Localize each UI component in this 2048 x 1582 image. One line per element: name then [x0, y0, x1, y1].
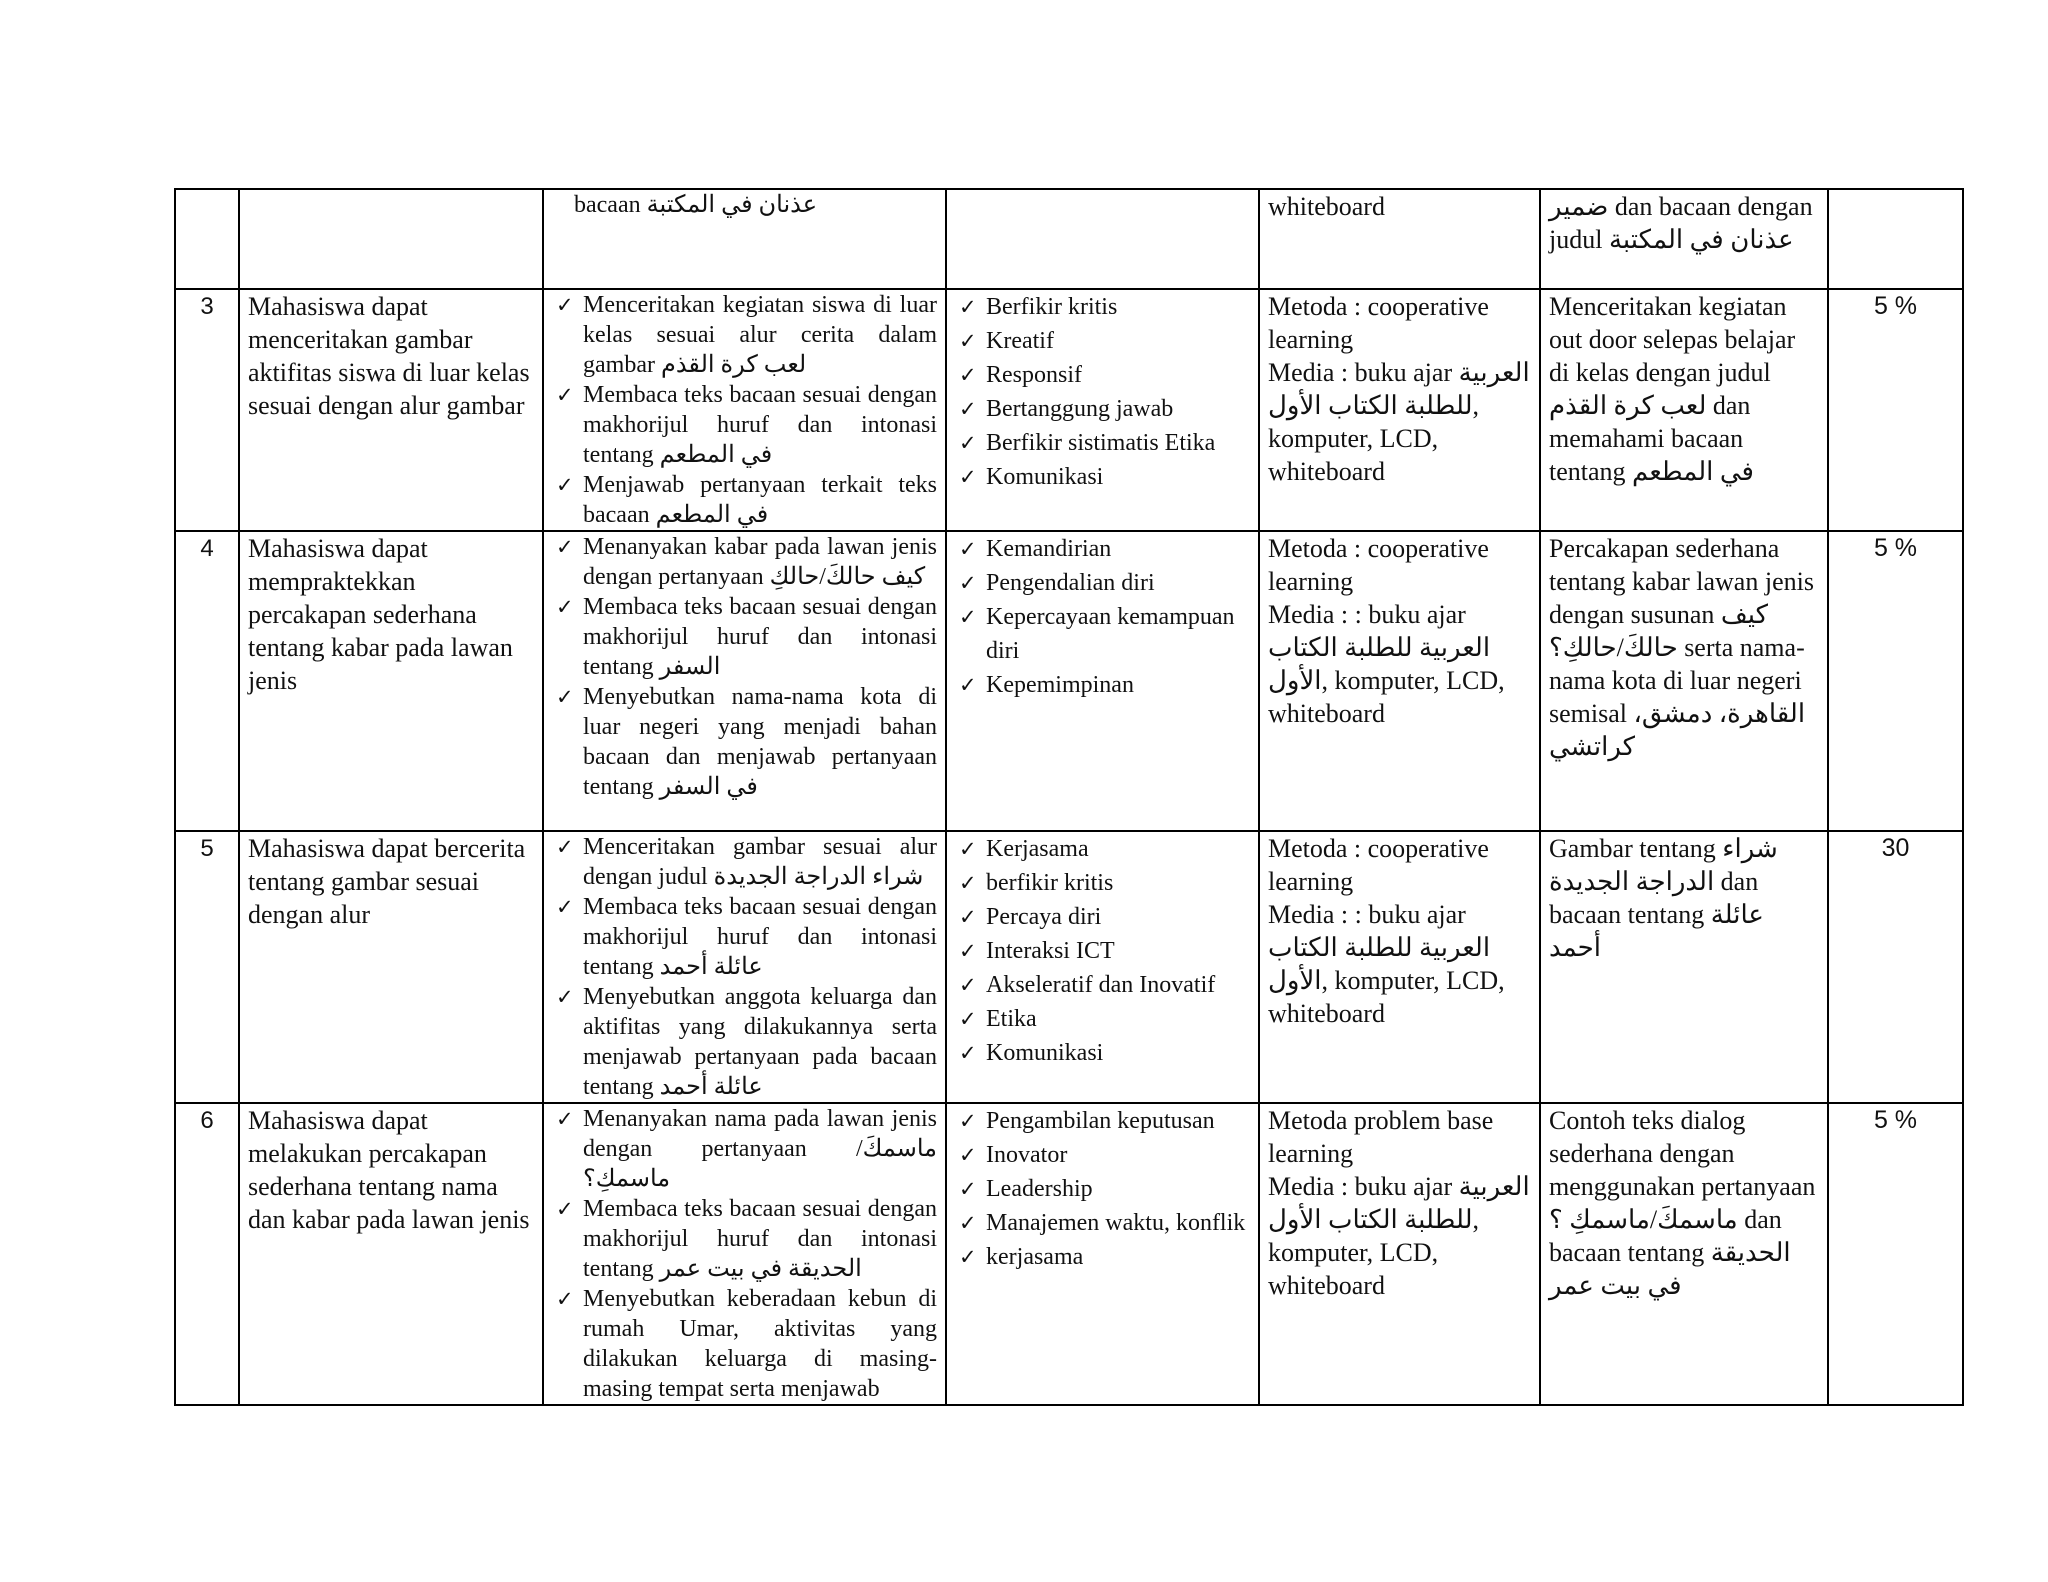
- check-mark-icon: ✓: [959, 1109, 977, 1133]
- material-cell: [1540, 189, 1828, 289]
- indicator-item: [552, 532, 937, 592]
- attitude-item: [955, 1002, 1250, 1036]
- attitude-list: [955, 290, 1250, 494]
- indicator-text: Membaca teks bacaan sesuai dengan makhorijul huruf dan intonasi tentang عائلة أحمد: [583, 894, 937, 980]
- attitude-item: [955, 832, 1250, 866]
- indicator-item: [552, 592, 937, 682]
- check-mark-icon: ✓: [556, 895, 574, 919]
- indicator-item: [552, 682, 937, 802]
- attitude-text: Berfikir kritis: [986, 294, 1118, 320]
- indicator-list: [552, 832, 937, 1102]
- attitude-item: [955, 1104, 1250, 1138]
- row-number-cell: [175, 1103, 239, 1405]
- indicator-item: [552, 1284, 937, 1404]
- weight-cell: [1828, 531, 1963, 831]
- method-media-cell: [1259, 289, 1540, 531]
- attitude-list: [955, 832, 1250, 1070]
- row-number: 3: [200, 293, 214, 320]
- learning-outcome-text: Mahasiswa dapat menceritakan gambar aktifitas siswa di luar kelas sesuai dengan alur gambar: [248, 292, 537, 420]
- check-mark-icon: ✓: [959, 939, 977, 963]
- table-row: [175, 1103, 1963, 1405]
- check-mark-icon: ✓: [959, 363, 977, 387]
- row-number-cell: [175, 531, 239, 831]
- check-mark-icon: ✓: [556, 685, 574, 709]
- weight-value: 30: [1881, 834, 1910, 862]
- check-mark-icon: ✓: [556, 1107, 574, 1131]
- method-media-text: Metoda problem base learning Media : buku ajar العربية للطلبة الكتاب الأول, komputer, LCD, whiteboard: [1268, 1106, 1530, 1300]
- attitude-text: Berfikir sistimatis Etika: [986, 430, 1216, 456]
- attitude-list: [955, 532, 1250, 702]
- attitude-item: [955, 968, 1250, 1002]
- check-mark-icon: ✓: [959, 1041, 977, 1065]
- attitude-item: [955, 566, 1250, 600]
- weight-cell: [1828, 831, 1963, 1103]
- check-mark-icon: ✓: [556, 985, 574, 1009]
- weight-value: 5 %: [1873, 292, 1918, 320]
- attitude-text: Akseleratif dan Inovatif: [986, 972, 1216, 998]
- attitude-text: Komunikasi: [986, 1040, 1104, 1066]
- indicator-text: Menyebutkan anggota keluarga dan aktifitas yang dilakukannya serta menjawab pertanyaan pada bacaan tentang عائلة أحمد: [583, 984, 937, 1100]
- attitude-item: [955, 600, 1250, 668]
- learning-outcome-text: Mahasiswa dapat melakukan percakapan sederhana tentang nama dan kabar pada lawan jenis: [248, 1106, 530, 1234]
- attitudes-cell: [946, 189, 1259, 289]
- attitude-item: [955, 426, 1250, 460]
- check-mark-icon: ✓: [556, 473, 574, 497]
- check-mark-icon: ✓: [959, 605, 977, 629]
- attitude-text: Etika: [986, 1006, 1037, 1032]
- indicator-text: Menanyakan nama pada lawan jenis dengan pertanyaan ماسمكَ/ماسمكِ؟: [583, 1106, 937, 1192]
- indicator-item: [552, 190, 937, 220]
- attitude-item: [955, 290, 1250, 324]
- attitude-item: [955, 392, 1250, 426]
- indicator-text: Membaca teks bacaan sesuai dengan makhorijul huruf dan intonasi tentang الحديقة في بيت عمر: [583, 1196, 937, 1282]
- indicator-item: [552, 1194, 937, 1284]
- check-mark-icon: ✓: [959, 1143, 977, 1167]
- learning-outcome-cell: [239, 531, 543, 831]
- check-mark-icon: ✓: [959, 1211, 977, 1235]
- attitude-item: [955, 1138, 1250, 1172]
- method-media-text: Metoda : cooperative learning Media : : buku ajar العربية للطلبة الكتاب الأول, komputer, LCD, whiteboard: [1268, 834, 1505, 1028]
- indicator-text: Membaca teks bacaan sesuai dengan makhorijul huruf dan intonasi tentang في المطعم: [583, 382, 937, 468]
- indicator-text: Membaca teks bacaan sesuai dengan makhorijul huruf dan intonasi tentang السفر: [583, 594, 937, 680]
- table-row: [175, 289, 1963, 531]
- attitude-text: Kemandirian: [986, 536, 1112, 562]
- table-row: [175, 531, 1963, 831]
- check-mark-icon: ✓: [556, 535, 574, 559]
- weight-cell: [1828, 189, 1963, 289]
- attitude-text: Interaksi ICT: [986, 938, 1115, 964]
- table-row: [175, 831, 1963, 1103]
- attitude-text: Kepemimpinan: [986, 672, 1134, 698]
- method-media-cell: [1259, 831, 1540, 1103]
- indicator-text: bacaan عذنان في المكتبة: [574, 192, 818, 218]
- check-mark-icon: ✓: [959, 465, 977, 489]
- indicator-list: [552, 1104, 937, 1404]
- attitude-item: [955, 866, 1250, 900]
- learning-outcome-cell: [239, 189, 543, 289]
- indicators-cell: [543, 531, 946, 831]
- check-mark-icon: ✓: [959, 673, 977, 697]
- check-mark-icon: ✓: [959, 973, 977, 997]
- attitude-text: Inovator: [986, 1142, 1068, 1168]
- indicator-item: [552, 470, 937, 530]
- check-mark-icon: ✓: [556, 1287, 574, 1311]
- attitude-item: [955, 1036, 1250, 1070]
- attitude-text: Kepercayaan kemampuan diri: [986, 604, 1235, 664]
- indicator-text: Menyebutkan keberadaan kebun di rumah Umar, aktivitas yang dilakukan keluarga di masing-masing tempat serta menjawab: [583, 1286, 937, 1402]
- check-mark-icon: ✓: [959, 1245, 977, 1269]
- attitude-text: Kreatif: [986, 328, 1054, 354]
- rps-table: [174, 188, 1964, 1406]
- method-media-cell: [1259, 1103, 1540, 1405]
- attitude-text: Responsif: [986, 362, 1082, 388]
- learning-outcome-cell: [239, 1103, 543, 1405]
- attitudes-cell: [946, 831, 1259, 1103]
- material-text: Menceritakan kegiatan out door selepas belajar di kelas dengan judul لعب كرة القذم dan memahami bacaan tentang في المطعم: [1549, 292, 1802, 486]
- check-mark-icon: ✓: [959, 537, 977, 561]
- attitude-text: Percaya diri: [986, 904, 1102, 930]
- material-text: Gambar tentang شراء الدراجة الجديدة dan bacaan tentang عائلة أحمد: [1549, 834, 1785, 962]
- indicator-text: Menanyakan kabar pada lawan jenis dengan pertanyaan كيف حالكَ/حالكِ: [583, 534, 937, 590]
- indicator-item: [552, 290, 937, 380]
- rps-table-body: [175, 189, 1963, 1405]
- learning-outcome-cell: [239, 289, 543, 531]
- attitudes-cell: [946, 531, 1259, 831]
- attitude-item: [955, 934, 1250, 968]
- material-text: Contoh teks dialog sederhana dengan menggunakan pertanyaan ماسمكَ/ماسمكِ ؟ dan bacaan tentang الحديقة في بيت عمر: [1549, 1106, 1822, 1300]
- check-mark-icon: ✓: [959, 1007, 977, 1031]
- indicators-cell: [543, 1103, 946, 1405]
- indicator-list: [552, 190, 937, 220]
- indicator-text: Menjawab pertanyaan terkait teks bacaan في المطعم: [583, 472, 937, 528]
- material-cell: [1540, 1103, 1828, 1405]
- attitude-item: [955, 532, 1250, 566]
- check-mark-icon: ✓: [556, 1197, 574, 1221]
- check-mark-icon: ✓: [959, 571, 977, 595]
- indicator-item: [552, 380, 937, 470]
- check-mark-icon: ✓: [556, 595, 574, 619]
- attitude-item: [955, 1240, 1250, 1274]
- attitude-text: Leadership: [986, 1176, 1093, 1202]
- row-number: 4: [200, 535, 214, 562]
- indicator-item: [552, 1104, 937, 1194]
- attitude-item: [955, 358, 1250, 392]
- check-mark-icon: ✓: [556, 835, 574, 859]
- indicators-cell: [543, 289, 946, 531]
- row-number-cell: [175, 289, 239, 531]
- attitude-text: kerjasama: [986, 1244, 1084, 1270]
- weight-value: 5 %: [1873, 1106, 1918, 1134]
- weight-cell: [1828, 289, 1963, 531]
- attitude-item: [955, 324, 1250, 358]
- method-media-text: Metoda : cooperative learning Media : buku ajar العربية للطلبة الكتاب الأول, komputer, LCD, whiteboard: [1268, 292, 1530, 486]
- method-media-text: Metoda : cooperative learning Media : : buku ajar العربية للطلبة الكتاب الأول, komputer, LCD, whiteboard: [1268, 534, 1505, 728]
- attitude-text: Manajemen waktu, konflik: [986, 1210, 1246, 1236]
- row-number: 6: [200, 1107, 214, 1134]
- attitude-text: berfikir kritis: [986, 870, 1114, 896]
- attitude-item: [955, 460, 1250, 494]
- table-row: [175, 189, 1963, 289]
- material-cell: [1540, 289, 1828, 531]
- check-mark-icon: ✓: [556, 383, 574, 407]
- check-mark-icon: ✓: [959, 905, 977, 929]
- row-number-cell: [175, 189, 239, 289]
- indicator-text: Menyebutkan nama-nama kota di luar negeri yang menjadi bahan bacaan dan menjawab pertanyaan tentang في السفر: [583, 684, 937, 800]
- method-media-text: whiteboard: [1268, 192, 1385, 221]
- attitudes-cell: [946, 289, 1259, 531]
- weight-value: 5 %: [1873, 534, 1918, 562]
- indicator-list: [552, 532, 937, 802]
- method-media-cell: [1259, 189, 1540, 289]
- indicator-item: [552, 982, 937, 1102]
- indicator-list: [552, 290, 937, 530]
- check-mark-icon: ✓: [959, 871, 977, 895]
- method-media-cell: [1259, 531, 1540, 831]
- check-mark-icon: ✓: [959, 837, 977, 861]
- row-number-cell: [175, 831, 239, 1103]
- row-number: 5: [200, 835, 214, 862]
- indicator-text: Menceritakan kegiatan siswa di luar kelas sesuai alur cerita dalam gambar لعب كرة القذم: [583, 292, 937, 378]
- attitudes-cell: [946, 1103, 1259, 1405]
- attitude-item: [955, 1172, 1250, 1206]
- attitude-item: [955, 900, 1250, 934]
- weight-cell: [1828, 1103, 1963, 1405]
- learning-outcome-cell: [239, 831, 543, 1103]
- indicator-text: Menceritakan gambar sesuai alur dengan judul شراء الدراجة الجديدة: [583, 834, 937, 890]
- check-mark-icon: ✓: [959, 295, 977, 319]
- attitude-item: [955, 668, 1250, 702]
- attitude-text: Kerjasama: [986, 836, 1089, 862]
- indicators-cell: [543, 189, 946, 289]
- indicator-item: [552, 892, 937, 982]
- learning-outcome-text: Mahasiswa dapat bercerita tentang gambar sesuai dengan alur: [248, 834, 532, 929]
- check-mark-icon: ✓: [959, 431, 977, 455]
- check-mark-icon: ✓: [959, 1177, 977, 1201]
- learning-outcome-text: Mahasiswa dapat mempraktekkan percakapan sederhana tentang kabar pada lawan jenis: [248, 534, 520, 695]
- attitude-item: [955, 1206, 1250, 1240]
- material-cell: [1540, 831, 1828, 1103]
- material-text: Percakapan sederhana tentang kabar lawan jenis dengan susunan كيف حالكَ/حالكِ؟ serta nama-nama kota di luar negeri semisal القاهرة، دمشق، كراتشي: [1549, 534, 1821, 761]
- attitude-text: Pengambilan keputusan: [986, 1108, 1215, 1134]
- attitude-text: Bertanggung jawab: [986, 396, 1174, 422]
- material-text: ضمير dan bacaan dengan judul عذنان في المكتبة: [1549, 192, 1820, 254]
- attitude-text: Komunikasi: [986, 464, 1104, 490]
- check-mark-icon: ✓: [959, 397, 977, 421]
- attitude-list: [955, 1104, 1250, 1274]
- indicator-item: [552, 832, 937, 892]
- material-cell: [1540, 531, 1828, 831]
- indicators-cell: [543, 831, 946, 1103]
- check-mark-icon: ✓: [959, 329, 977, 353]
- check-mark-icon: ✓: [556, 293, 574, 317]
- attitude-text: Pengendalian diri: [986, 570, 1155, 596]
